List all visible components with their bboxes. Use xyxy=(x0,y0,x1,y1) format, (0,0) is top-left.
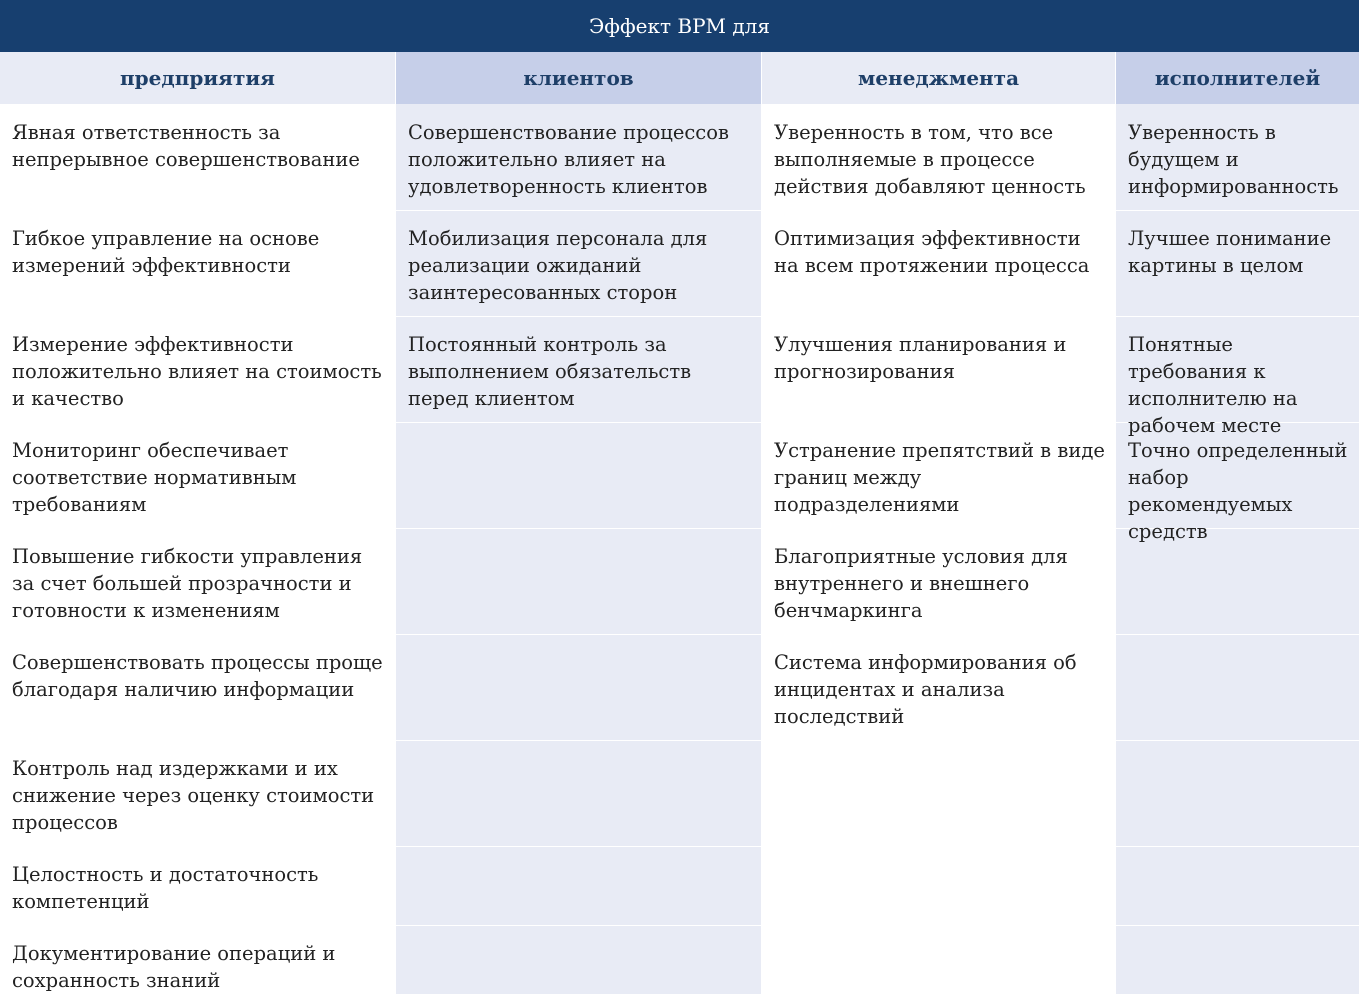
table-cell: Точно определенный набор рекомендуемых средств xyxy=(1116,423,1359,529)
table-cell xyxy=(396,926,761,994)
table-cell xyxy=(762,847,1115,926)
table-cell xyxy=(396,741,761,847)
table-cell xyxy=(1116,741,1359,847)
table-cell: Уверенность в том, что все выполняемые в процессе действия добавляют ценность xyxy=(762,105,1115,211)
column-management xyxy=(762,52,1115,994)
table-cell xyxy=(396,847,761,926)
table-cell: Понятные требования к исполнителю на рабочем месте xyxy=(1116,317,1359,423)
table-cell xyxy=(1116,635,1359,741)
table-cell: Документирование операций и сохранность знаний xyxy=(12,942,336,992)
table-cell: Совершенствовать процессы проще благодаря наличию информации xyxy=(0,635,395,741)
column-clients xyxy=(396,52,761,994)
table-cell: Постоянный контроль за выполнением обязательств перед клиентом xyxy=(396,317,761,423)
table-cell: Оптимизация эффективности на всем протяжении процесса xyxy=(762,211,1115,317)
table-cell: Измерение эффективности положительно влияет на стоимость и качество xyxy=(0,317,395,423)
table-cell: Устранение препятствий в виде границ между подразделениями xyxy=(762,423,1115,529)
column-enterprise xyxy=(0,52,395,994)
table-cell: Улучшения планирования и прогнозирования xyxy=(762,317,1115,423)
table-cell: Контроль над издержками и их снижение через оценку стоимости процессов xyxy=(0,741,395,847)
table-cell: Совершенствование процессов положительно влияет на удовлетворенность клиентов xyxy=(396,105,761,211)
column-header-enterprise: предприятия xyxy=(0,52,395,104)
table-cell: Явная ответственность за непрерывное совершенствование xyxy=(0,105,395,211)
table-cell: Система информирования об инцидентах и анализа последствий xyxy=(762,635,1115,741)
table-cell xyxy=(762,926,1115,994)
table-cell xyxy=(1116,847,1359,926)
table-cell: Лучшее понимание картины в целом xyxy=(1116,211,1359,317)
column-performers xyxy=(1116,52,1359,994)
table-cell xyxy=(1116,926,1359,994)
table-cell: Мобилизация персонала для реализации ожиданий заинтересованных сторон xyxy=(396,211,761,317)
table-cell xyxy=(1116,529,1359,635)
table-cell: Гибкое управление на основе измерений эффективности xyxy=(0,211,395,317)
column-header-clients: клиентов xyxy=(396,52,761,104)
table-cell xyxy=(762,741,1115,847)
table-cell: Мониторинг обеспечивает соответствие нормативным требованиям xyxy=(0,423,395,529)
table-cell xyxy=(396,635,761,741)
table-cell: Повышение гибкости управления за счет большей прозрачности и готовности к изменениям xyxy=(0,529,395,635)
table-cell: Целостность и достаточность компетенций xyxy=(0,847,395,926)
table-title: Эффект BPM для xyxy=(0,0,1359,52)
table-cell: Благоприятные условия для внутреннего и внешнего бенчмаркинга xyxy=(762,529,1115,635)
column-header-management: менеджмента xyxy=(762,52,1115,104)
table-cell: Уверенность в будущем и информированность xyxy=(1116,105,1359,211)
column-header-performers: исполнителей xyxy=(1116,52,1359,104)
table-cell xyxy=(396,423,761,529)
table-cell xyxy=(396,529,761,635)
